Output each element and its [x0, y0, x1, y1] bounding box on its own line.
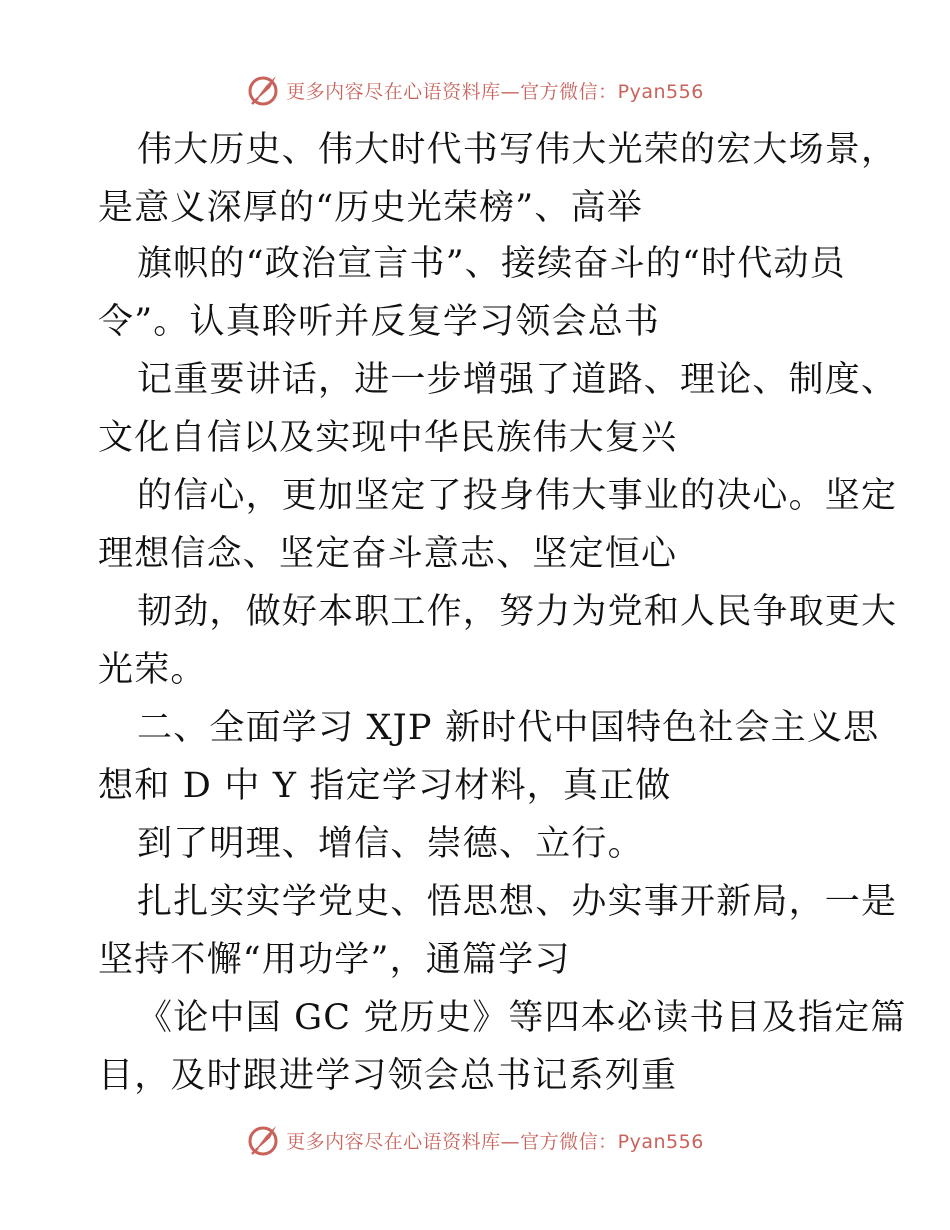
body-line: 想和 D 中 Y 指定学习材料，真正做: [98, 766, 672, 806]
body-line: 二、全面学习 XJP 新时代中国特色社会主义思: [137, 708, 880, 748]
body-line: 伟大历史、伟大时代书写伟大光荣的宏大场景，: [137, 130, 898, 170]
body-line: 的信心，更加坚定了投身伟大事业的决心。坚定: [137, 476, 898, 516]
header-banner-text: 更多内容尽在心语资料库—官方微信：Pyan556: [286, 80, 704, 103]
body-line: 文化自信以及实现中华民族伟大复兴: [98, 418, 678, 458]
body-line: 《论中国 GC 党历史》等四本必读书目及指定篇: [137, 998, 907, 1038]
quill-logo-icon: [246, 1122, 282, 1158]
header-banner: [0, 68, 950, 112]
body-line: 扎扎实实学党史、悟思想、办实事开新局，一是: [137, 882, 898, 922]
footer-banner: [0, 1118, 950, 1162]
body-line: 目，及时跟进学习领会总书记系列重: [98, 1056, 678, 1096]
body-line: 坚持不懈“用功学”，通篇学习: [98, 940, 571, 980]
body-line: 理想信念、坚定奋斗意志、坚定恒心: [98, 534, 678, 574]
body-line: 旗帜的“政治宣言书”、接续奋斗的“时代动员: [137, 244, 846, 284]
body-line: 是意义深厚的“历史光荣榜”、高举: [98, 188, 643, 228]
body-line: 韧劲，做好本职工作，努力为党和人民争取更大: [137, 592, 898, 632]
quill-logo-icon: [246, 72, 282, 108]
body-line: 令”。认真聆听并反复学习领会总书: [98, 302, 661, 342]
body-line: 记重要讲话，进一步增强了道路、理论、制度、: [137, 360, 898, 400]
body-line: 光荣。: [98, 650, 207, 690]
footer-banner-text: 更多内容尽在心语资料库—官方微信：Pyan556: [286, 1130, 704, 1153]
body-line: 到了明理、增信、崇德、立行。: [137, 824, 644, 864]
